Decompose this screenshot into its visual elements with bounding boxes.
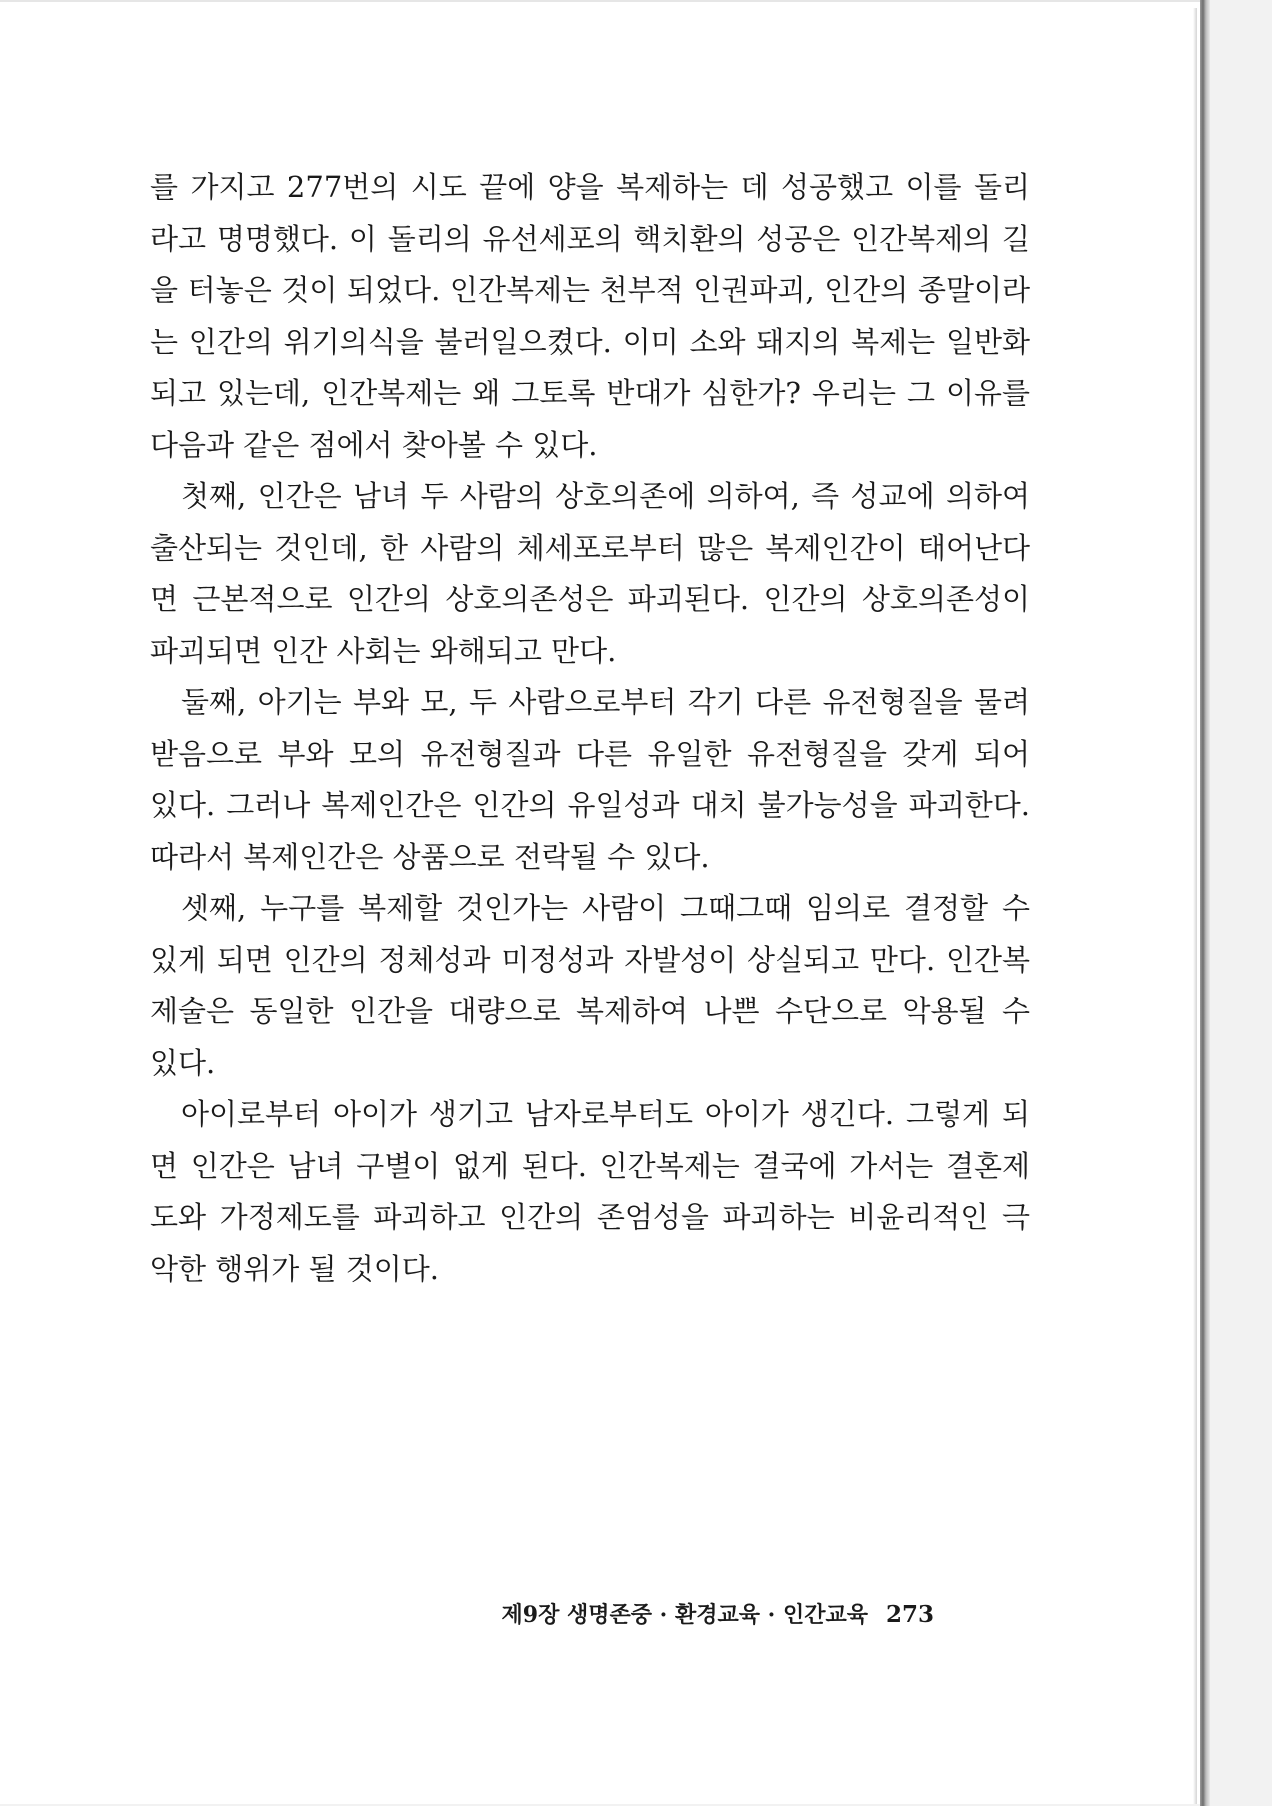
text-line: 있다. 그러나 복제인간은 인간의 유일성과 대치 불가능성을 파괴한다. — [150, 788, 1030, 822]
page-edge-highlight — [1193, 8, 1197, 1804]
text-line: 라고 명명했다. 이 돌리의 유선세포의 핵치환의 성공은 인간복제의 길 — [150, 221, 1030, 256]
text-line: 따라서 복제인간은 상품으로 전락될 수 있다. — [150, 839, 710, 874]
paragraph — [150, 471, 1030, 677]
text-line: 을 터놓은 것이 되었다. 인간복제는 천부적 인권파괴, 인간의 종말이라 — [150, 273, 1030, 307]
text-line: 악한 행위가 될 것이다. — [150, 1251, 439, 1286]
text-line: 는 인간의 위기의식을 불러일으켰다. 이미 소와 돼지의 복제는 일반화 — [150, 324, 1030, 359]
text-line: 받음으로 부와 모의 유전형질과 다른 유일한 유전형질을 갖게 되어 — [150, 736, 1030, 771]
body-text — [150, 162, 1030, 1295]
text-line: 도와 가정제도를 파괴하고 인간의 존엄성을 파괴하는 비윤리적인 극 — [150, 1200, 1030, 1234]
text-line: 첫째, 인간은 남녀 두 사람의 상호의존에 의하여, 즉 성교에 의하여 — [181, 479, 1030, 513]
text-line: 있게 되면 인간의 정체성과 미정성과 자발성이 상실되고 만다. 인간복 — [150, 942, 1030, 977]
text-line: 아이로부터 아이가 생기고 남자로부터도 아이가 생긴다. 그렇게 되 — [181, 1097, 1030, 1131]
text-line: 되고 있는데, 인간복제는 왜 그토록 반대가 심한가? 우리는 그 이유를 — [150, 376, 1030, 410]
paragraph — [150, 1089, 1030, 1295]
paragraph — [150, 677, 1030, 883]
text-line: 있다. — [150, 1045, 216, 1080]
page-number: 273 — [885, 1601, 934, 1628]
text-line: 파괴되면 인간 사회는 와해되고 만다. — [150, 633, 617, 668]
running-footer — [502, 1598, 934, 1629]
paragraph — [150, 883, 1030, 1089]
text-line: 제술은 동일한 인간을 대량으로 복제하여 나쁜 수단으로 악용될 수 — [150, 994, 1030, 1028]
chapter-title: 제9장 생명존중 · 환경교육 · 인간교육 — [501, 1602, 868, 1628]
page-edge-shadow — [1200, 0, 1210, 1806]
text-line: 를 가지고 277번의 시도 끝에 양을 복제하는 데 성공했고 이를 돌리 — [150, 170, 1030, 204]
text-line: 다음과 같은 점에서 찾아볼 수 있다. — [150, 427, 598, 462]
text-line: 면 인간은 남녀 구별이 없게 된다. 인간복제는 결국에 가서는 결혼제 — [150, 1148, 1030, 1183]
text-line: 둘째, 아기는 부와 모, 두 사람으로부터 각기 다른 유전형질을 물려 — [181, 685, 1030, 719]
text-line: 출산되는 것인데, 한 사람의 체세포로부터 많은 복제인간이 태어난다 — [150, 530, 1030, 565]
text-line: 면 근본적으로 인간의 상호의존성은 파괴된다. 인간의 상호의존성이 — [150, 582, 1030, 616]
text-line: 셋째, 누구를 복제할 것인가는 사람이 그때그때 임의로 결정할 수 — [181, 891, 1030, 925]
paragraph — [150, 162, 1030, 471]
